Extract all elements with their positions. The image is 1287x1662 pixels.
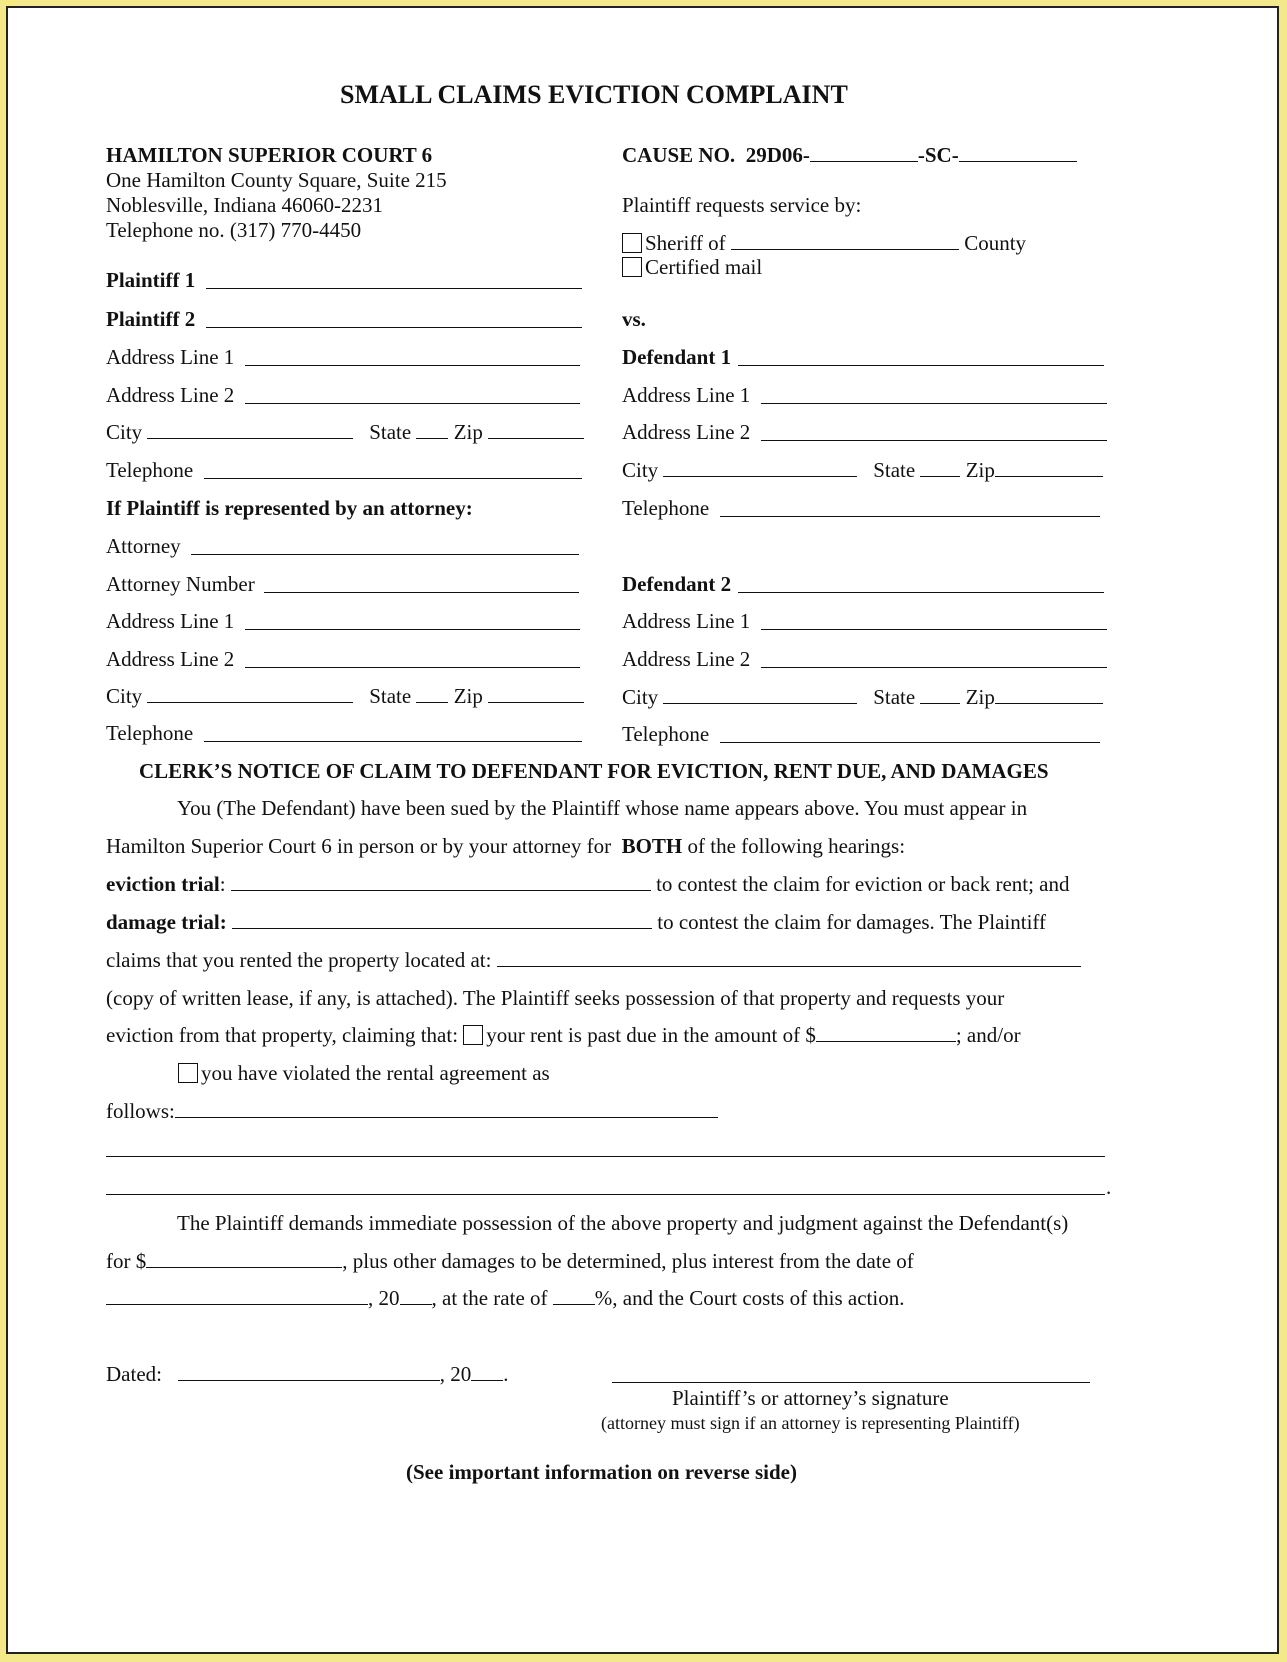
demand-line-1: The Plaintiff demands immediate possession of the above property and judgment against the Defendant(s) bbox=[177, 1211, 1069, 1235]
damage-trial-row bbox=[106, 909, 1046, 935]
defendant-2-address-1-field[interactable] bbox=[761, 629, 1107, 630]
attorney-city-field[interactable] bbox=[147, 684, 353, 703]
dated-row bbox=[106, 1361, 508, 1387]
service-sheriff-row bbox=[622, 230, 1026, 256]
city-label: City bbox=[622, 458, 659, 482]
sheriff-label: Sheriff of bbox=[645, 231, 726, 255]
cause-prefix: 29D06- bbox=[745, 143, 810, 167]
plaintiff-2-field[interactable] bbox=[206, 327, 582, 328]
vs-label: vs. bbox=[622, 307, 646, 331]
interest-year-field[interactable] bbox=[400, 1286, 432, 1305]
defendant-2-address-1-label: Address Line 1 bbox=[622, 609, 751, 633]
demand-rate-label: , at the rate of bbox=[431, 1286, 548, 1310]
zip-label: Zip bbox=[453, 420, 483, 444]
damage-trial-label: damage trial: bbox=[106, 910, 227, 934]
attorney-address-2-field[interactable] bbox=[245, 667, 580, 668]
attorney-number-label: Attorney Number bbox=[106, 572, 255, 596]
notice-line-2c: of the following hearings: bbox=[687, 834, 906, 858]
dated-label: Dated: bbox=[106, 1362, 162, 1386]
signature-note: (attorney must sign if an attorney is representing Plaintiff) bbox=[601, 1413, 1020, 1433]
damage-trial-text: to contest the claim for damages. The Plaintiff bbox=[657, 910, 1047, 934]
interest-rate-field[interactable] bbox=[553, 1286, 595, 1305]
andor-label: ; and/or bbox=[955, 1023, 1021, 1047]
defendant-1-address-2-field[interactable] bbox=[761, 440, 1107, 441]
defendant-2-field[interactable] bbox=[738, 592, 1104, 593]
eviction-trial-row bbox=[106, 871, 1070, 897]
defendant-1-label: Defendant 1 bbox=[622, 345, 732, 369]
follows-period: . bbox=[1106, 1175, 1112, 1199]
defendant-2-state-field[interactable] bbox=[920, 685, 960, 704]
plaintiff-telephone-field[interactable] bbox=[204, 478, 582, 479]
attorney-zip-field[interactable] bbox=[488, 684, 584, 703]
attorney-telephone-field[interactable] bbox=[204, 741, 582, 742]
notice-both: BOTH bbox=[621, 834, 683, 858]
rent-amount-field[interactable] bbox=[816, 1023, 956, 1042]
demand-line-2 bbox=[106, 1248, 914, 1274]
notice-heading: CLERK’S NOTICE OF CLAIM TO DEFENDANT FOR EVICTION, RENT DUE, AND DAMAGES bbox=[139, 759, 1049, 783]
plaintiff-telephone-label: Telephone bbox=[106, 458, 194, 482]
sheriff-checkbox[interactable] bbox=[622, 233, 642, 253]
notice-line-2a: Hamilton Superior Court 6 in person or by your attorney for bbox=[106, 834, 612, 858]
zip-label: Zip bbox=[965, 685, 995, 709]
plaintiff-city-row bbox=[106, 419, 584, 445]
cause-mid: -SC- bbox=[917, 143, 959, 167]
zip-label: Zip bbox=[965, 458, 995, 482]
plaintiff-city-field[interactable] bbox=[147, 420, 353, 439]
attorney-field[interactable] bbox=[191, 554, 579, 555]
plaintiff-address-1-label: Address Line 1 bbox=[106, 345, 235, 369]
service-heading: Plaintiff requests service by: bbox=[622, 193, 862, 217]
defendant-1-telephone-field[interactable] bbox=[720, 516, 1100, 517]
follows-field-line-3[interactable] bbox=[106, 1194, 1105, 1195]
defendant-1-address-2-label: Address Line 2 bbox=[622, 420, 751, 444]
eviction-trial-label: eviction trial bbox=[106, 872, 220, 896]
dated-year-label: , 20 bbox=[439, 1362, 472, 1386]
plaintiff-address-2-label: Address Line 2 bbox=[106, 383, 235, 407]
property-label: claims that you rented the property located at: bbox=[106, 948, 492, 972]
court-address-1: One Hamilton County Square, Suite 215 bbox=[106, 168, 447, 192]
claiming-label: eviction from that property, claiming that: bbox=[106, 1023, 459, 1047]
attorney-telephone-label: Telephone bbox=[106, 721, 194, 745]
defendant-1-address-1-field[interactable] bbox=[761, 403, 1107, 404]
follows-row bbox=[106, 1098, 718, 1124]
signature-field[interactable] bbox=[612, 1382, 1090, 1383]
plaintiff-zip-field[interactable] bbox=[488, 420, 584, 439]
property-row bbox=[106, 947, 1081, 973]
defendant-2-city-row bbox=[622, 684, 1103, 710]
demand-year-label: , 20 bbox=[368, 1286, 400, 1310]
cause-label: CAUSE NO. bbox=[622, 143, 736, 167]
zip-label: Zip bbox=[453, 684, 483, 708]
lease-text: (copy of written lease, if any, is attached). The Plaintiff seeks possession of that property and requests your bbox=[106, 986, 1005, 1010]
eviction-trial-text: to contest the claim for eviction or back rent; and bbox=[656, 872, 1070, 896]
defendant-2-label: Defendant 2 bbox=[622, 572, 732, 596]
certified-mail-checkbox[interactable] bbox=[622, 257, 642, 277]
dated-year-field[interactable] bbox=[471, 1362, 503, 1381]
defendant-2-address-2-field[interactable] bbox=[761, 667, 1107, 668]
court-address-2: Noblesville, Indiana 46060-2231 bbox=[106, 193, 384, 217]
state-label: State bbox=[873, 458, 916, 482]
court-telephone: Telephone no. (317) 770-4450 bbox=[106, 218, 362, 242]
defendant-2-zip-field[interactable] bbox=[995, 685, 1103, 704]
attorney-address-1-label: Address Line 1 bbox=[106, 609, 235, 633]
attorney-number-field[interactable] bbox=[264, 592, 579, 593]
demand-costs-label: %, and the Court costs of this action. bbox=[594, 1286, 905, 1310]
plaintiff-2-label: Plaintiff 2 bbox=[106, 307, 196, 331]
defendant-2-telephone-field[interactable] bbox=[720, 742, 1100, 743]
defendant-2-address-2-label: Address Line 2 bbox=[622, 647, 751, 671]
city-label: City bbox=[622, 685, 659, 709]
defendant-1-city-row bbox=[622, 457, 1103, 483]
plaintiff-address-1-field[interactable] bbox=[245, 365, 580, 366]
property-address-field[interactable] bbox=[497, 948, 1081, 967]
interest-date-field[interactable] bbox=[106, 1286, 368, 1305]
attorney-address-2-label: Address Line 2 bbox=[106, 647, 235, 671]
city-label: City bbox=[106, 684, 143, 708]
dated-end: . bbox=[503, 1362, 509, 1386]
attorney-label: Attorney bbox=[106, 534, 181, 558]
certified-mail-label: Certified mail bbox=[645, 255, 763, 279]
defendant-2-city-field[interactable] bbox=[663, 685, 857, 704]
defendant-1-state-field[interactable] bbox=[920, 458, 960, 477]
defendant-2-telephone-label: Telephone bbox=[622, 722, 710, 746]
rent-due-checkbox[interactable] bbox=[463, 1025, 483, 1045]
cause-field-2[interactable] bbox=[959, 143, 1077, 162]
state-label: State bbox=[369, 684, 412, 708]
rent-due-label: your rent is past due in the amount of $ bbox=[486, 1023, 816, 1047]
violated-agreement-checkbox[interactable] bbox=[178, 1063, 198, 1083]
sheriff-county-field[interactable] bbox=[731, 231, 959, 250]
violated-label: you have violated the rental agreement as bbox=[201, 1061, 550, 1085]
demand-line-3 bbox=[106, 1285, 904, 1311]
court-name: HAMILTON SUPERIOR COURT 6 bbox=[106, 143, 433, 167]
reverse-side-notice: (See important information on reverse side) bbox=[406, 1460, 797, 1484]
plaintiff-1-label: Plaintiff 1 bbox=[106, 268, 196, 292]
notice-line-2 bbox=[106, 833, 905, 859]
attorney-heading: If Plaintiff is represented by an attorney: bbox=[106, 496, 473, 520]
judgment-amount-field[interactable] bbox=[146, 1249, 342, 1268]
attorney-address-1-field[interactable] bbox=[245, 629, 580, 630]
follows-label: follows: bbox=[106, 1099, 175, 1123]
attorney-state-field[interactable] bbox=[416, 684, 448, 703]
plaintiff-state-field[interactable] bbox=[416, 420, 448, 439]
eviction-trial-field[interactable] bbox=[231, 872, 651, 891]
form-title: SMALL CLAIMS EVICTION COMPLAINT bbox=[340, 80, 848, 109]
notice-line-1: You (The Defendant) have been sued by the Plaintiff whose name appears above. You must appear in bbox=[177, 796, 1028, 820]
form-page bbox=[6, 6, 1279, 1654]
violated-row bbox=[178, 1060, 550, 1086]
follows-field[interactable] bbox=[175, 1099, 718, 1118]
plaintiff-address-2-field[interactable] bbox=[245, 403, 580, 404]
state-label: State bbox=[873, 685, 916, 709]
defendant-1-address-1-label: Address Line 1 bbox=[622, 383, 751, 407]
service-certified-row bbox=[622, 254, 762, 280]
cause-field-1[interactable] bbox=[810, 143, 918, 162]
follows-field-line-2[interactable] bbox=[106, 1156, 1105, 1157]
dated-field[interactable] bbox=[178, 1362, 440, 1381]
demand-line-2-text: , plus other damages to be determined, plus interest from the date of bbox=[342, 1249, 914, 1273]
claiming-row bbox=[106, 1022, 1021, 1048]
defendant-1-field[interactable] bbox=[738, 365, 1104, 366]
defendant-1-city-field[interactable] bbox=[663, 458, 857, 477]
defendant-1-telephone-label: Telephone bbox=[622, 496, 710, 520]
attorney-city-row bbox=[106, 683, 584, 709]
signature-label: Plaintiff’s or attorney’s signature bbox=[672, 1386, 949, 1410]
damage-trial-field[interactable] bbox=[232, 910, 652, 929]
cause-number bbox=[622, 142, 1077, 168]
county-label: County bbox=[964, 231, 1027, 255]
defendant-1-zip-field[interactable] bbox=[995, 458, 1103, 477]
eviction-trial-colon: : bbox=[219, 872, 226, 896]
city-label: City bbox=[106, 420, 143, 444]
plaintiff-1-field[interactable] bbox=[206, 288, 582, 289]
state-label: State bbox=[369, 420, 412, 444]
demand-for-label: for $ bbox=[106, 1249, 147, 1273]
